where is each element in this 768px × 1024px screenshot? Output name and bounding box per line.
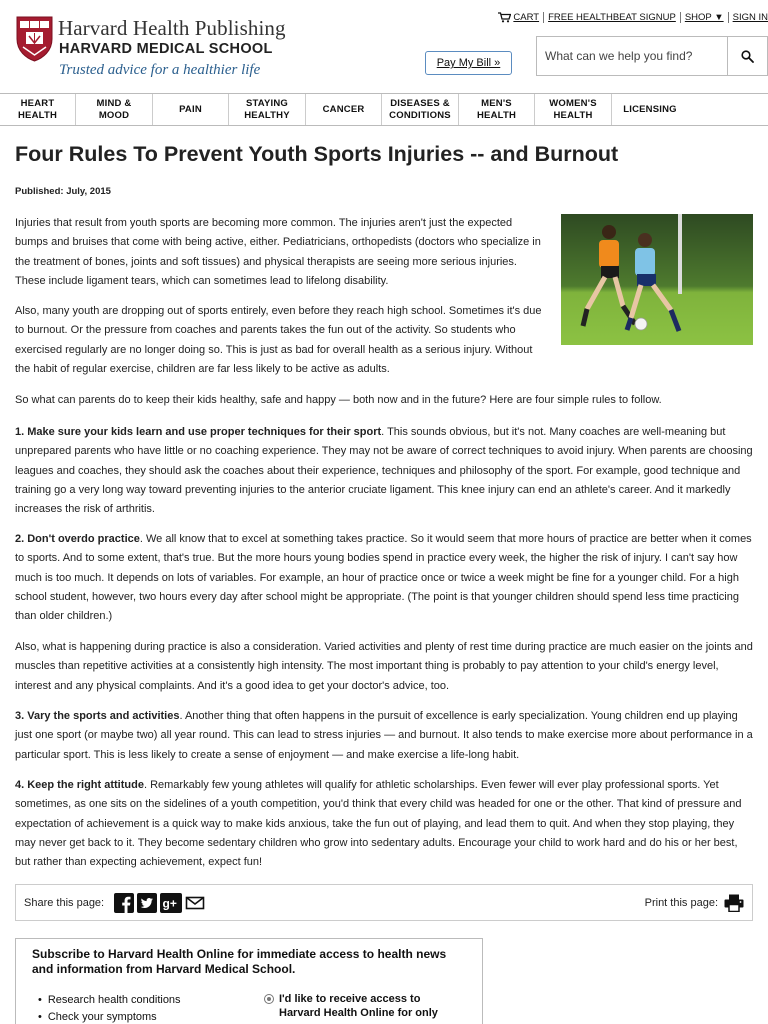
subscribe-radio[interactable] xyxy=(264,994,274,1004)
nav-label: STAYING HEALTHY xyxy=(244,97,290,121)
google-plus-icon[interactable] xyxy=(160,893,182,913)
nav-label: MEN'S HEALTH xyxy=(476,97,517,121)
email-icon[interactable] xyxy=(185,893,205,913)
nav-label: MIND & MOOD xyxy=(96,97,132,121)
nav-mens-health[interactable] xyxy=(459,94,535,125)
print-label: Print this page: xyxy=(644,896,718,909)
share-bar xyxy=(15,884,753,921)
healthbeat-signup-link[interactable]: FREE HEALTHBEAT SIGNUP xyxy=(548,12,676,23)
printer-icon[interactable] xyxy=(724,894,744,912)
rule-1-heading: 1. Make sure your kids learn and use proper techniques for their sport xyxy=(15,426,382,438)
cart-icon[interactable] xyxy=(498,12,511,23)
rule-4-heading: 4. Keep the right attitude xyxy=(15,779,144,791)
shop-menu-link[interactable]: SHOP ▼ xyxy=(684,12,724,23)
sign-in-link[interactable]: SIGN IN xyxy=(732,12,768,23)
nav-heart-health[interactable] xyxy=(0,94,76,125)
rule-2-heading: 2. Don't overdo practice xyxy=(15,533,140,545)
subscribe-option-label: I'd like to receive access to Harvard Health Online for only xyxy=(279,993,438,1019)
rule-3-heading: 3. Vary the sports and activities xyxy=(15,710,180,722)
subscribe-benefits xyxy=(36,992,181,1024)
nav-diseases-conditions[interactable] xyxy=(382,94,459,125)
nav-mind-mood[interactable] xyxy=(76,94,153,125)
facebook-icon[interactable] xyxy=(114,893,134,913)
divider xyxy=(728,12,729,23)
share-label: Share this page: xyxy=(24,896,105,909)
rule-3-paragraph xyxy=(15,707,753,765)
subscribe-heading: Subscribe to Harvard Health Online for immediate access to health news and information from Harvard Medical School. xyxy=(32,947,447,976)
pay-my-bill-button[interactable]: Pay My Bill » xyxy=(425,51,512,75)
twitter-icon[interactable] xyxy=(137,893,157,913)
nav-licensing[interactable] xyxy=(612,94,688,125)
divider xyxy=(680,12,681,23)
subscribe-box xyxy=(15,938,483,1024)
search-icon xyxy=(741,50,754,63)
paragraph: Also, many youth are dropping out of sports entirely, even before they reach high school. Sometimes it's due to burnout. Or the pressure from coaches and parents takes the fun out of the activity. So students who exercised regularly are no longer doing so. This is just as bad for overall health as a serious injury. Without the habit of regular exercise, children are far less likely to be active as adults. xyxy=(15,305,542,375)
paragraph: Injuries that result from youth sports are becoming more common. The injuries aren't just the expected bumps and bruises that come with being active, either. Pediatricians, orthopedists (doctors who specialize in the treatment of bones, joints and soft tissues) and physical therapists are seeing more serious injuries. These include ligament tears, which can sometimes lead to lifelong disability. xyxy=(15,217,541,287)
search-button[interactable] xyxy=(727,37,767,75)
nav-label: DISEASES & CONDITIONS xyxy=(389,97,451,121)
cart-link[interactable]: CART xyxy=(513,12,540,23)
nav-label: HEART HEALTH xyxy=(17,97,58,121)
nav-womens-health[interactable] xyxy=(535,94,612,125)
brand-name[interactable]: Harvard Health Publishing xyxy=(58,16,286,40)
nav-pain[interactable] xyxy=(153,94,229,125)
soccer-ball xyxy=(635,318,647,330)
article-title: Four Rules To Prevent Youth Sports Injuries -- and Burnout xyxy=(15,142,619,166)
rule-4-body: . Remarkably few young athletes will qualify for athletic scholarships. Even fewer will ever play professional sports. Yet sometimes, as one sits on the sidelines of a youth competition, you'd think that every child was headed for one or the other. That kind of pressure and expectation of achievement is a quick way to make kids anxious, take the fun out of playing, and lead them to quit. And when they stop playing, they may never get back to it. They become sedentary children who grow into sedentary adults. Encourage your child to work hard and do his or her best, but rather than expecting achievement, expect fun! xyxy=(15,779,742,869)
harvard-shield-logo[interactable] xyxy=(15,15,54,63)
nav-staying-healthy[interactable] xyxy=(229,94,306,125)
article-photo xyxy=(561,214,753,345)
site-header xyxy=(0,0,768,93)
nav-label: LICENSING xyxy=(623,103,677,115)
brand-school[interactable]: HARVARD MEDICAL SCHOOL xyxy=(59,41,273,57)
brand-tagline: Trusted advice for a healthier life xyxy=(59,62,261,78)
rule-2-body: . We all know that to excel at something takes practice. So it would seem that more hours of practice are better when it comes to sports. And to some extent, that's true. But the more hours young bodies spend in practice every week, the higher the risk of injury. I can't say how much is too much. It depends on lots of variables. For example, an hour of practice once or twice a week might be fine for a younger child. For a high school student, however, two hours every day after school might be appropriate. (The point is that younger children should spend less time practicing than older children.) xyxy=(15,533,752,623)
rule-1-body: . This sounds obvious, but it's not. Many coaches are well-meaning but unprepared parents who have little or no coaching experience. They may not be aware of correct techniques to avoid injury. When parents are choosing leagues and coaches, they should ask the coaches about their experience, techniques and philosophy of the sport. For example, good technique and training go a very long way toward preventing injuries to the anterior cruciate ligament. This knee injury can end an athlete's career. And it markedly increases the risk of arthritis. xyxy=(15,426,753,516)
divider xyxy=(543,12,544,23)
nav-label: PAIN xyxy=(179,103,202,115)
search-box xyxy=(536,36,768,76)
nav-cancer[interactable] xyxy=(306,94,382,125)
paragraph: Also, what is happening during practice is also a consideration. Varied activities and plenty of rest time during practice are much easier on the joints and muscles than repetitive activities at a consistently high intensity. The most important thing is probably to pay attention to your child's energy level, interest and any physical complaints. And it's a good idea to get your doctor's advice, too. xyxy=(15,641,753,692)
main-nav xyxy=(0,93,768,126)
utility-nav xyxy=(498,12,768,23)
list-item: • Research health conditions xyxy=(36,992,181,1009)
nav-label: WOMEN'S HEALTH xyxy=(549,97,597,121)
list-item: • Check your symptoms xyxy=(36,1009,181,1024)
rule-2-paragraph xyxy=(15,530,753,626)
nav-label: CANCER xyxy=(322,103,365,115)
search-input[interactable] xyxy=(537,37,727,75)
published-date: Published: July, 2015 xyxy=(15,186,111,197)
rule-1-paragraph xyxy=(15,423,753,519)
subscribe-option[interactable] xyxy=(264,992,459,1020)
svg-text:g+: g+ xyxy=(162,896,177,910)
rule-4-paragraph xyxy=(15,776,753,872)
rule-3-body: . Another thing that often happens in the pursuit of excellence is early specialization. Young children end up playing just one sport (or maybe two) all year round. This can lead to stress injuries — and burnout. It also tends to make exercise more about performance in a particular sport. This is less likely to create a sense of enjoyment — and make exercise a life-long habit. xyxy=(15,710,753,761)
paragraph: So what can parents do to keep their kids healthy, safe and happy — both now and in the future? Here are four simple rules to follow. xyxy=(15,394,662,406)
